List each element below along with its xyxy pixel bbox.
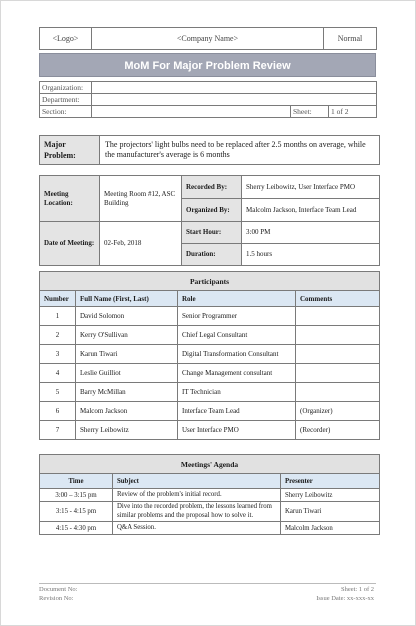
sheet-label: Sheet:	[291, 106, 329, 118]
agenda-subject: Q&A Session.	[113, 522, 281, 535]
participants-title: Participants	[40, 272, 380, 291]
table-row	[40, 326, 380, 345]
start-hour-value: 3:00 PM	[242, 222, 380, 244]
participant-number: 1	[40, 307, 76, 326]
organization-label: Organization:	[40, 82, 92, 94]
agenda-subject: Dive into the recorded problem, the lessons learned from similar problems and the proposal how to solve it.	[113, 502, 281, 522]
participants-header-row	[40, 291, 380, 307]
major-problem-label: Major Problem:	[40, 136, 100, 165]
department-label: Department:	[40, 94, 92, 106]
organized-by-label: Organized By:	[182, 199, 242, 222]
col-subject: Subject	[113, 474, 281, 489]
major-problem-table	[39, 135, 380, 165]
participant-name: Karun Tiwari	[76, 345, 178, 364]
table-row	[40, 345, 380, 364]
table-row	[40, 502, 380, 522]
participant-name: Leslie Guilliot	[76, 364, 178, 383]
table-row	[40, 383, 380, 402]
revision-number-label: Revision No:	[39, 595, 74, 602]
participant-comment	[296, 326, 380, 345]
participant-comment	[296, 345, 380, 364]
agenda-header-row	[40, 474, 380, 489]
start-hour-label: Start Hour:	[182, 222, 242, 244]
organized-by-value: Malcolm Jackson, Interface Team Lead	[242, 199, 380, 222]
table-row	[40, 402, 380, 421]
participant-name: Kerry O'Sullivan	[76, 326, 178, 345]
agenda-presenter: Karun Tiwari	[281, 502, 380, 522]
participant-role: Senior Programmer	[178, 307, 296, 326]
meeting-location-label: Meeting Location:	[40, 176, 100, 222]
participant-comment: (Recorder)	[296, 421, 380, 440]
participant-number: 2	[40, 326, 76, 345]
table-row	[40, 522, 380, 535]
col-number: Number	[40, 291, 76, 307]
col-full-name: Full Name (First, Last)	[76, 291, 178, 307]
participant-comment	[296, 364, 380, 383]
agenda-subject: Review of the problem's initial record.	[113, 489, 281, 502]
participant-comment: (Organizer)	[296, 402, 380, 421]
document-title: MoM For Major Problem Review	[39, 53, 376, 77]
company-name: <Company Name>	[92, 28, 324, 50]
col-presenter: Presenter	[281, 474, 380, 489]
table-row	[40, 489, 380, 502]
document-header	[39, 27, 377, 50]
agenda-presenter: Malcolm Jackson	[281, 522, 380, 535]
table-row	[40, 421, 380, 440]
agenda-time: 3:15 - 4:15 pm	[40, 502, 113, 522]
participant-role: Interface Team Lead	[178, 402, 296, 421]
major-problem-text: The projectors' light bulbs need to be replaced after 2.5 months on average, while the manufacturer's average is 6 months	[100, 136, 380, 165]
participant-number: 3	[40, 345, 76, 364]
col-comments: Comments	[296, 291, 380, 307]
participant-name: Malcom Jackson	[76, 402, 178, 421]
organization-value	[92, 82, 377, 94]
section-value	[92, 106, 291, 118]
agenda-time: 3:00 – 3:15 pm	[40, 489, 113, 502]
logo-placeholder: <Logo>	[40, 28, 92, 50]
agenda-time: 4:15 - 4:30 pm	[40, 522, 113, 535]
footer-issue-date: Issue Date: xx-xxx-xx	[316, 595, 374, 602]
participant-role: User Interface PMO	[178, 421, 296, 440]
participant-role: Change Management consultant	[178, 364, 296, 383]
recorded-by-value: Sherry Leibowitz, User Interface PMO	[242, 176, 380, 199]
meeting-info-table	[39, 175, 380, 266]
participant-number: 5	[40, 383, 76, 402]
col-role: Role	[178, 291, 296, 307]
agenda-title: Meetings' Agenda	[40, 455, 380, 474]
participant-role: Digital Transformation Consultant	[178, 345, 296, 364]
participant-number: 4	[40, 364, 76, 383]
participant-number: 6	[40, 402, 76, 421]
participant-name: Barry McMillan	[76, 383, 178, 402]
date-of-meeting-value: 02-Feb, 2018	[100, 222, 182, 266]
table-row	[40, 307, 380, 326]
participant-name: Sherry Leibowitz	[76, 421, 178, 440]
department-value	[92, 94, 377, 106]
footer-divider	[39, 583, 376, 584]
normal-label: Normal	[324, 28, 377, 50]
duration-value: 1.5 hours	[242, 244, 380, 266]
duration-label: Duration:	[182, 244, 242, 266]
meeting-location-value: Meeting Room #12, ASC Building	[100, 176, 182, 222]
section-label: Section:	[40, 106, 92, 118]
participant-comment	[296, 383, 380, 402]
agenda-presenter: Sherry Leibowitz	[281, 489, 380, 502]
participant-comment	[296, 307, 380, 326]
table-row	[40, 364, 380, 383]
footer-sheet: Sheet: 1 of 2	[340, 586, 374, 593]
sheet-value: 1 of 2	[329, 106, 377, 118]
col-time: Time	[40, 474, 113, 489]
participants-table	[39, 271, 380, 440]
agenda-table	[39, 454, 380, 535]
participant-role: Chief Legal Consultant	[178, 326, 296, 345]
document-number-label: Document No:	[39, 586, 78, 593]
meta-table	[39, 81, 377, 118]
participant-role: IT Technician	[178, 383, 296, 402]
participant-name: David Solomon	[76, 307, 178, 326]
recorded-by-label: Recorded By:	[182, 176, 242, 199]
date-of-meeting-label: Date of Meeting:	[40, 222, 100, 266]
participant-number: 7	[40, 421, 76, 440]
